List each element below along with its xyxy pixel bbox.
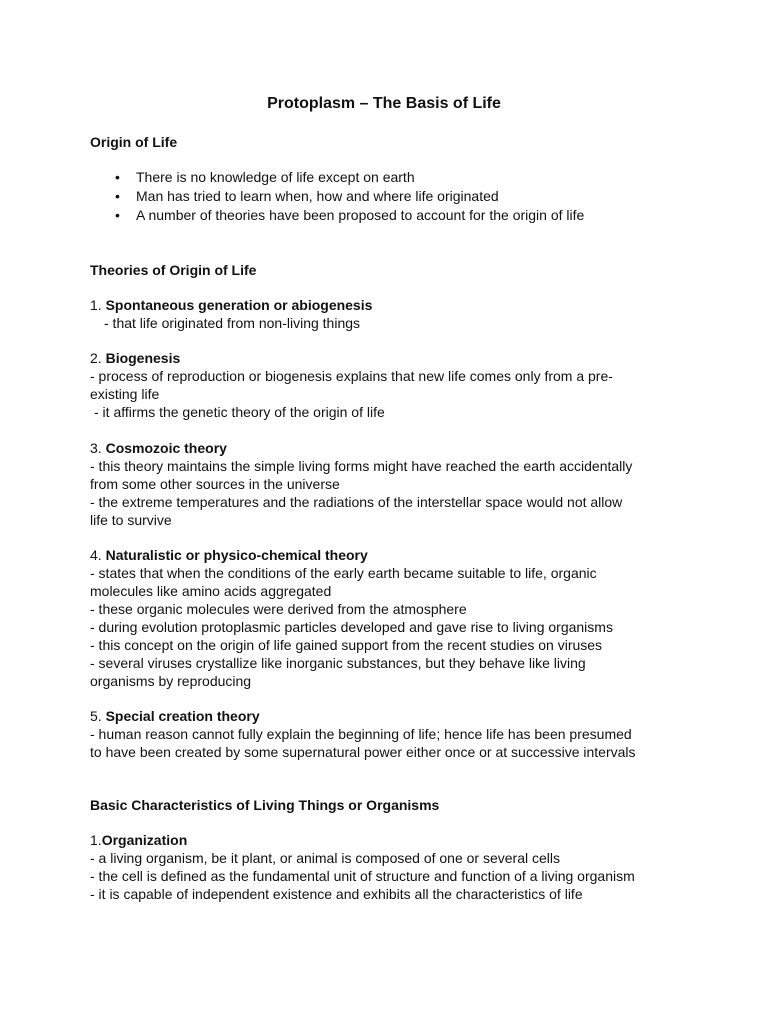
theory-number: 5. bbox=[90, 708, 106, 724]
theory-name: Biogenesis bbox=[105, 350, 181, 366]
characteristic-line: - it is capable of independent existence and exhibits all the characteristics of life bbox=[90, 886, 583, 902]
theory-spontaneous-generation bbox=[90, 296, 690, 332]
characteristic-number: 1. bbox=[90, 832, 102, 848]
characteristic-line: - a living organism, be it plant, or animal is composed of one or several cells bbox=[90, 850, 560, 866]
characteristic-organization bbox=[90, 831, 690, 903]
theory-line: - the extreme temperatures and the radiations of the interstellar space would not allow bbox=[90, 494, 623, 510]
bullet-icon: • bbox=[115, 169, 120, 185]
theory-line: - several viruses crystallize like inorganic substances, but they behave like living bbox=[90, 655, 586, 671]
characteristic-name: Organization bbox=[101, 832, 188, 848]
theory-line: to have been created by some supernatural power either once or at successive intervals bbox=[90, 744, 636, 760]
theory-naturalistic bbox=[90, 546, 690, 690]
theory-biogenesis bbox=[90, 349, 690, 421]
bullet-icon: • bbox=[115, 188, 120, 204]
theories-heading: Theories of Origin of Life bbox=[90, 262, 257, 278]
theory-line: - that life originated from non-living things bbox=[104, 315, 361, 331]
theory-cosmozoic bbox=[90, 439, 690, 529]
list-item: • There is no knowledge of life except on earth bbox=[115, 169, 415, 185]
bullet-icon: • bbox=[115, 207, 120, 223]
theory-line: life to survive bbox=[90, 512, 172, 528]
theory-line: existing life bbox=[90, 386, 160, 402]
theory-line: - during evolution protoplasmic particles developed and gave rise to living organisms bbox=[90, 619, 613, 635]
theory-line: from some other sources in the universe bbox=[90, 476, 340, 492]
theory-line: - this concept on the origin of life gained support from the recent studies on viruses bbox=[90, 637, 603, 653]
theory-name: Spontaneous generation or abiogenesis bbox=[105, 297, 373, 313]
theory-special-creation bbox=[90, 707, 690, 761]
theory-line: - it affirms the genetic theory of the origin of life bbox=[94, 404, 385, 420]
characteristics-heading: Basic Characteristics of Living Things or Organisms bbox=[90, 797, 440, 813]
list-item: • A number of theories have been proposed to account for the origin of life bbox=[115, 207, 585, 223]
document-title: Protoplasm – The Basis of Life bbox=[267, 95, 501, 112]
theory-line: - states that when the conditions of the early earth became suitable to life, organic bbox=[90, 565, 597, 581]
theory-line: - human reason cannot fully explain the beginning of life; hence life has been presumed bbox=[90, 726, 632, 742]
theory-line: - these organic molecules were derived from the atmosphere bbox=[90, 601, 467, 617]
theory-line: - process of reproduction or biogenesis explains that new life comes only from a pre- bbox=[90, 368, 613, 384]
theory-line: organisms by reproducing bbox=[90, 673, 252, 689]
characteristic-line: - the cell is defined as the fundamental unit of structure and function of a living organism bbox=[90, 868, 635, 884]
theory-name: Special creation theory bbox=[105, 708, 260, 724]
theory-name: Cosmozoic theory bbox=[105, 440, 227, 456]
theory-number: 4. bbox=[90, 547, 106, 563]
list-item: • Man has tried to learn when, how and where life originated bbox=[115, 188, 499, 204]
theory-number: 2. bbox=[90, 350, 106, 366]
theory-line: - this theory maintains the simple living forms might have reached the earth accidentally bbox=[90, 458, 633, 474]
origin-heading: Origin of Life bbox=[90, 134, 178, 150]
origin-bullet-list bbox=[90, 168, 584, 225]
theory-name: Naturalistic or physico-chemical theory bbox=[105, 547, 368, 563]
theory-number: 1. bbox=[90, 297, 106, 313]
theory-line: molecules like amino acids aggregated bbox=[90, 583, 332, 599]
theory-number: 3. bbox=[90, 440, 106, 456]
